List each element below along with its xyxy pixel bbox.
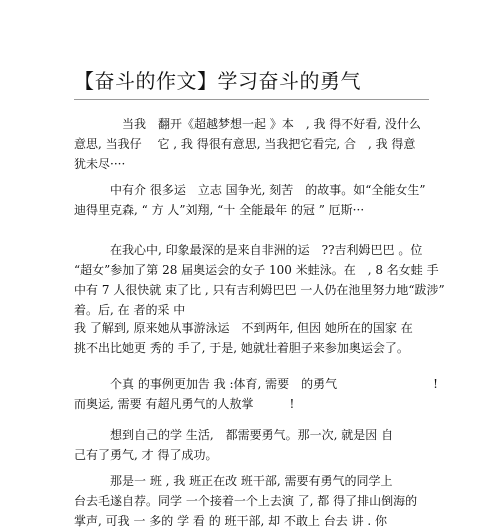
paragraph-7	[74, 471, 434, 531]
paragraph-4	[74, 318, 434, 358]
text-line: 想到自己的学 生活, 都需要勇气。那一次, 就是因 自	[74, 428, 394, 442]
text-line: 在我心中, 印象最深的是来自非洲的运 ??吉利姆巴巴 。位	[74, 243, 423, 257]
text-line: 台去毛遂自荐。同学 一个接着一个上去演 了, 都 得了排山倒海的	[74, 494, 418, 508]
paragraph-6	[74, 425, 434, 465]
paragraph-2	[74, 180, 434, 220]
text-line: 迪得里克森, “ 方 人”刘翔, “十 全能最年 的冠 ” 厄斯···	[74, 203, 365, 217]
text-line: 己有了勇气, 才 得了成功。	[74, 448, 218, 462]
text-line: 而奥运, 需要 有超凡勇气的人敖掌 !	[74, 397, 295, 411]
text-line: 中有 7 人很快就 束了比 , 只有吉利姆巴巴 一人仍在池里努力地“跋涉”	[74, 283, 445, 297]
text-line: 意思, 当我仔 它 , 我 得很有意思, 当我把它看完, 合 , 我 得意	[74, 137, 416, 151]
text-line: 我 了解到, 原来她从事游泳运 不到两年, 但因 她所在的国家 在	[74, 321, 413, 335]
paragraph-5	[74, 374, 438, 414]
title-divider	[74, 99, 429, 100]
text-line: 掌声, 可我 一 多的 学 看 的 班干部, 却 不敢上 台去 讲 . 你	[74, 514, 388, 528]
text-line: “超女”参加了第 28 届奥运会的女子 100 米蛙泳。在 , 8 名女蛙 手	[74, 263, 439, 277]
text-line: 个真 的事例更加告 我 :体育, 需要 的勇气 !	[74, 377, 438, 391]
text-line: 犹未尽····	[74, 157, 126, 171]
text-line: 着。后, 在 者的采 中	[74, 303, 186, 317]
text-line: 当我 翻开《超越梦想一起 》本 , 我 得不好看, 没什么	[74, 117, 421, 131]
document-title: 【奋斗的作文】学习奋斗的勇气	[74, 69, 361, 93]
paragraph-3	[74, 240, 445, 320]
text-line: 那是一 班 , 我 班正在改 班干部, 需要有勇气的同学上	[74, 474, 393, 488]
text-line: 挑不出比她更 秀的 手了, 于是, 她就壮着胆子来参加奥运会了。	[74, 341, 409, 355]
paragraph-1	[74, 114, 434, 174]
text-line: 中有介 很多运 立志 国争光, 刻苦 的故事。如“全能女生”	[74, 183, 426, 197]
